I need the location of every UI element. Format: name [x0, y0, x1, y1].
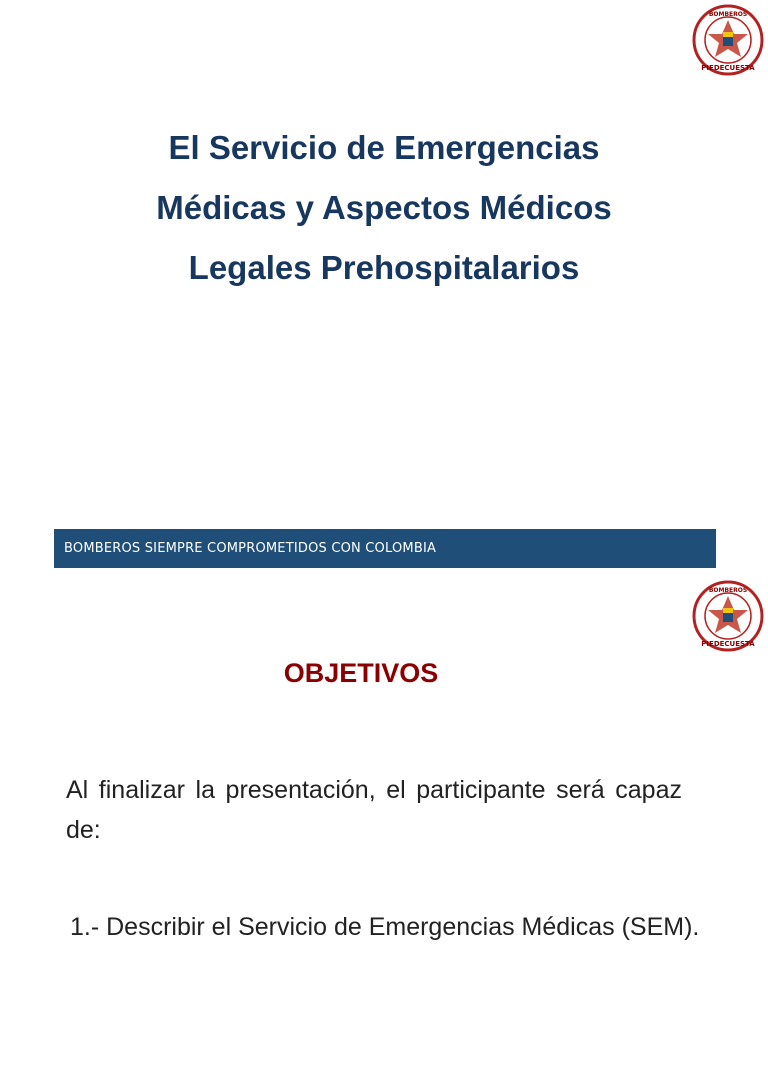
title-line: Médicas y Aspectos Médicos: [156, 189, 612, 226]
objectives-heading: OBJETIVOS: [283, 658, 439, 688]
fire-department-logo: [692, 580, 764, 652]
presentation-title: [60, 118, 708, 298]
fire-department-logo: [692, 4, 764, 76]
footer-banner: BOMBEROS SIEMPRE COMPROMETIDOS CON COLOMBIA: [54, 529, 716, 568]
objective-item: 1.- Describir el Servicio de Emergencias Médicas (SEM).: [70, 913, 700, 941]
svg-text:BOMBEROS: BOMBEROS: [708, 11, 748, 18]
svg-text:PIEDECUESTA: PIEDECUESTA: [701, 64, 755, 72]
title-slide: [0, 0, 768, 512]
title-line: Legales Prehospitalarios: [188, 249, 580, 286]
svg-text:PIEDECUESTA: PIEDECUESTA: [701, 640, 755, 648]
objectives-slide: [0, 570, 768, 1082]
title-line: El Servicio de Emergencias: [168, 129, 600, 166]
objectives-intro: Al finalizar la presentación, el participante será capaz de:: [66, 776, 682, 844]
svg-text:BOMBEROS: BOMBEROS: [708, 587, 748, 594]
